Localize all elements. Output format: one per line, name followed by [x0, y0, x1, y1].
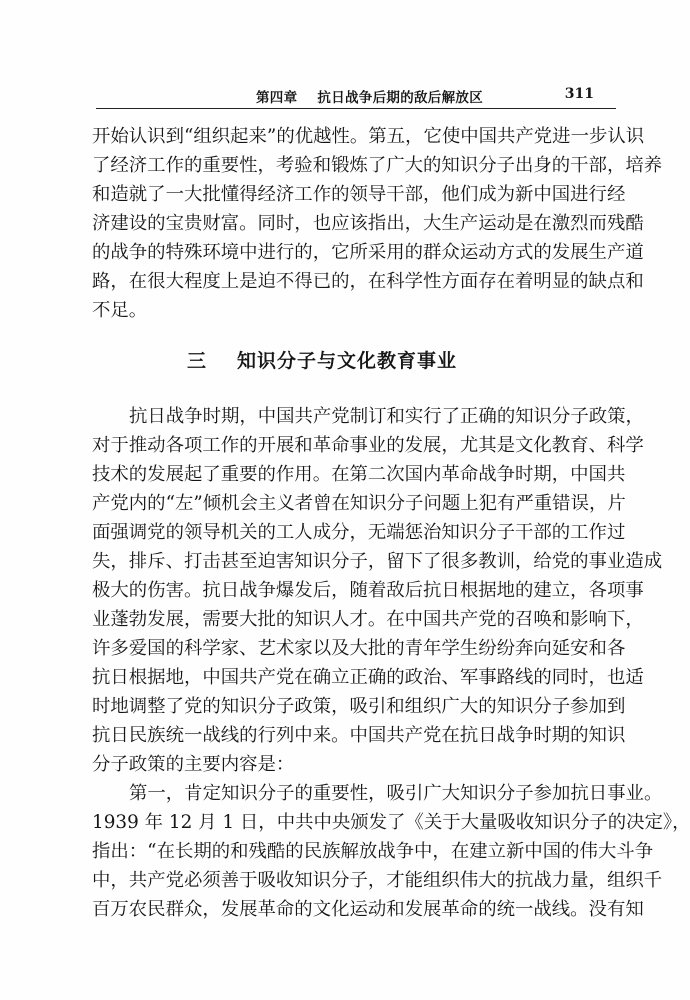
- paragraph-first-point: [92, 779, 690, 924]
- text-line: 开始认识到“组织起来”的优越性。第五，它使中国共产党进一步认识: [92, 126, 645, 147]
- text-line: 抗日根据地，中国共产党在确立正确的政治、军事路线的同时，也适: [92, 667, 644, 688]
- text-line: 时地调整了党的知识分子政策，吸引和组织广大的知识分子参加到: [92, 696, 626, 717]
- text-line: 业蓬勃发展，需要大批的知识人才。在中国共产党的召唤和影响下，: [92, 609, 644, 630]
- paragraph-intellectual-policy: [92, 402, 663, 779]
- text-line: 路，在很大程度上是迫不得已的，在科学性方面存在着明显的缺点和: [92, 271, 644, 292]
- text-line: 百万农民群众，发展革命的文化运动和发展革命的统一战线。没有知: [92, 899, 644, 920]
- chapter-title: 第四章 抗日战争后期的敌后解放区: [256, 90, 483, 106]
- text-line: 济建设的宝贵财富。同时，也应该指出，大生产运动是在激烈而残酷: [92, 213, 644, 234]
- text-line: 的战争的特殊环境中进行的，它所采用的群众运动方式的发展生产道: [92, 242, 644, 263]
- section-heading: [0, 346, 644, 373]
- text-line: 抗日战争时期，中国共产党制订和实行了正确的知识分子政策，: [129, 406, 644, 427]
- text-line: 面强调党的领导机关的工人成分，无端惩治知识分子干部的工作过: [92, 522, 626, 543]
- page-number: 311: [564, 86, 594, 102]
- text-line: 抗日民族统一战线的行列中来。中国共产党在抗日战争时期的知识: [92, 725, 626, 746]
- text-line: 中，共产党必须善于吸收知识分子，才能组织伟大的抗战力量，组织千: [92, 870, 663, 891]
- text-line: 许多爱国的科学家、艺术家以及大批的青年学生纷纷奔向延安和各: [92, 638, 626, 659]
- section-number: 三: [186, 350, 207, 372]
- text-line: 极大的伤害。抗日战争爆发后，随着敌后抗日根据地的建立，各项事: [92, 580, 644, 601]
- text-line: 了经济工作的重要性，考验和锻炼了广大的知识分子出身的干部，培养: [92, 155, 663, 176]
- header-divider: [96, 108, 616, 109]
- text-line: 对于推动各项工作的开展和革命事业的发展，尤其是文化教育、科学: [92, 435, 644, 456]
- section-title: 知识分子与文化教育事业: [237, 350, 458, 372]
- text-line: 分子政策的主要内容是：: [92, 754, 295, 775]
- paragraph-continued: [92, 122, 663, 325]
- text-line: 产党内的“左”倾机会主义者曾在知识分子问题上犯有严重错误，片: [92, 493, 626, 514]
- text-line: 和造就了一大批懂得经济工作的领导干部，他们成为新中国进行经: [92, 184, 626, 205]
- text-line: 1939 年 12 月 1 日，中共中央颁发了《关于大量吸收知识分子的决定》，: [92, 812, 690, 833]
- text-line: 失，排斥、打击甚至迫害知识分子，留下了很多教训，给党的事业造成: [92, 551, 663, 572]
- running-header: [96, 84, 606, 108]
- text-line: 不足。: [92, 300, 148, 321]
- text-line: 指出：“在长期的和残酷的民族解放战争中，在建立新中国的伟大斗争: [92, 841, 654, 862]
- text-line: 第一，肯定知识分子的重要性，吸引广大知识分子参加抗日事业。: [129, 783, 663, 804]
- text-line: 技术的发展起了重要的作用。在第二次国内革命战争时期，中国共: [92, 464, 626, 485]
